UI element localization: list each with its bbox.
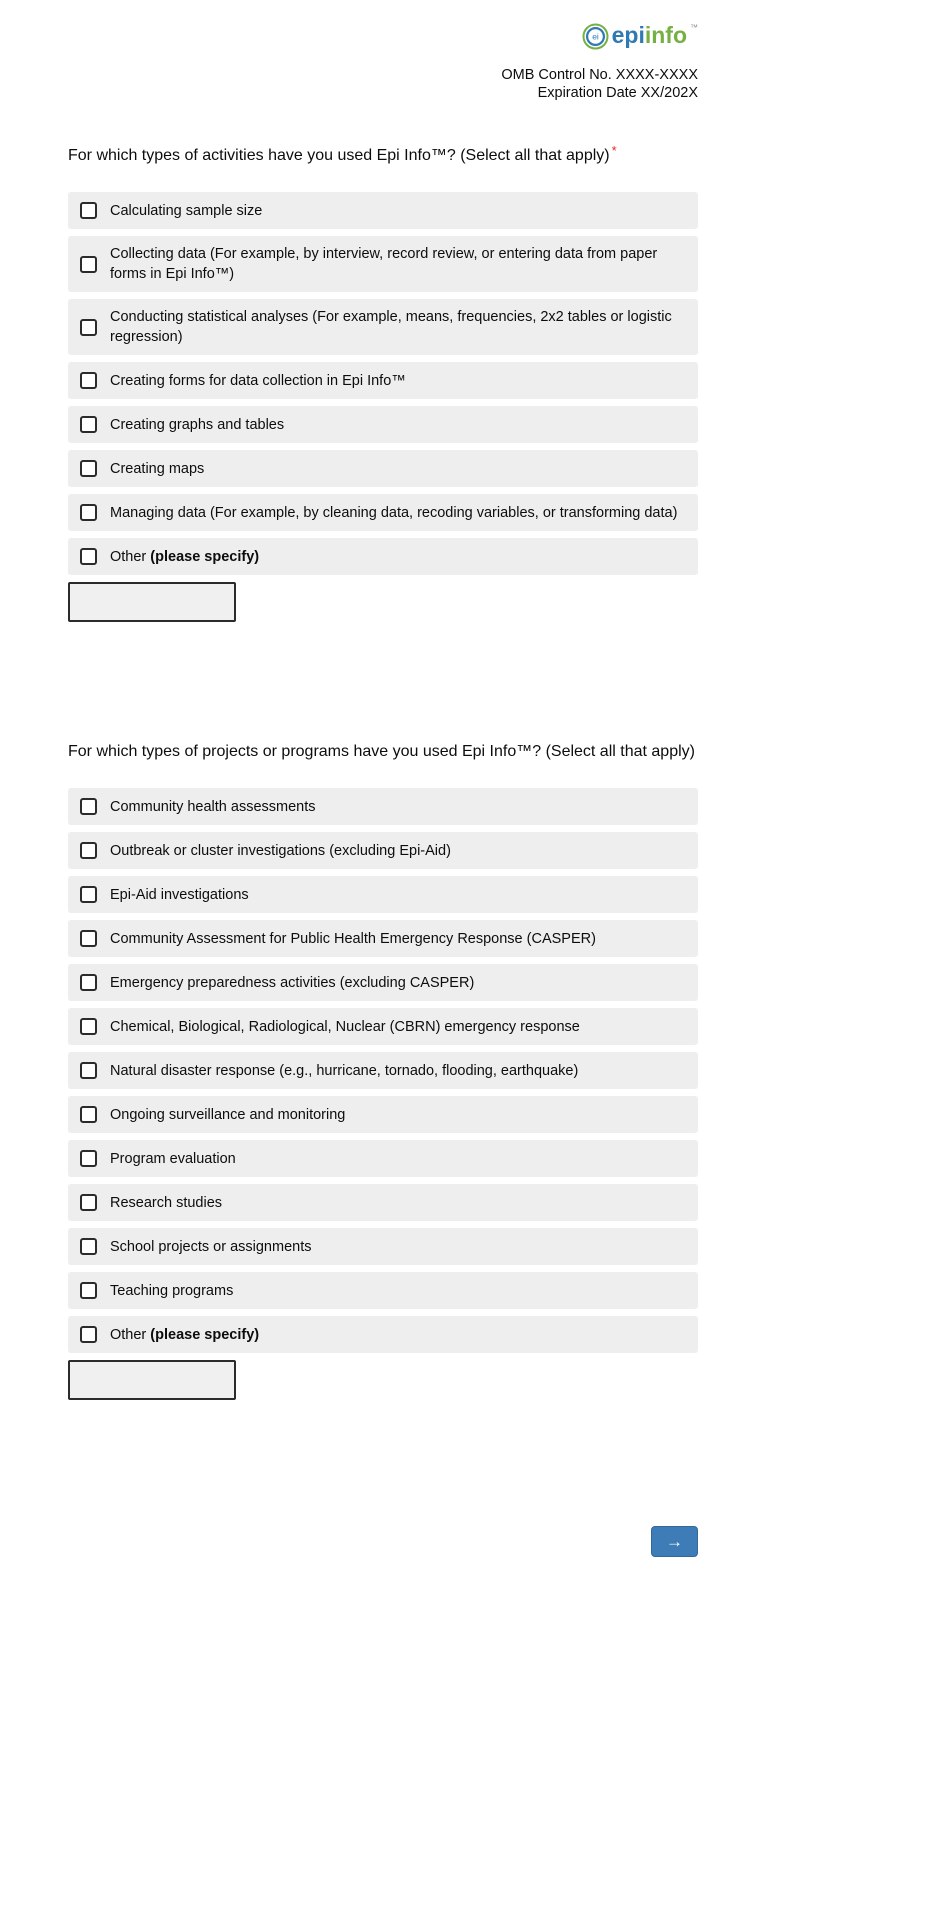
checkbox-option-row[interactable] xyxy=(68,362,698,399)
logo-trademark: ™ xyxy=(690,23,698,32)
option-label: Conducting statistical analyses (For example, means, frequencies, 2x2 tables or logistic regression) xyxy=(110,309,672,345)
question-activities xyxy=(68,140,698,622)
checkbox-icon[interactable] xyxy=(80,1062,97,1079)
checkbox-option-row[interactable] xyxy=(68,1008,698,1045)
expiration-date: Expiration Date XX/202X xyxy=(537,84,698,101)
checkbox-option-row[interactable] xyxy=(68,964,698,1001)
option-label: Teaching programs xyxy=(110,1282,234,1299)
logo-text-epi: epi xyxy=(611,22,645,48)
required-asterisk: * xyxy=(611,143,617,158)
svg-text:ei: ei xyxy=(591,31,599,42)
checkbox-icon[interactable] xyxy=(80,930,97,947)
survey-page xyxy=(68,0,698,1887)
option-label: Ongoing surveillance and monitoring xyxy=(110,1106,346,1123)
option-label: Natural disaster response (e.g., hurricane, tornado, flooding, earthquake) xyxy=(110,1062,579,1079)
checkbox-option-row[interactable] xyxy=(68,1140,698,1177)
epi-info-logo xyxy=(582,22,698,55)
checkbox-icon[interactable] xyxy=(80,504,97,521)
omb-control-number: OMB Control No. XXXX-XXXX xyxy=(501,67,698,83)
checkbox-option-row[interactable] xyxy=(68,832,698,869)
option-label: Calculating sample size xyxy=(110,202,263,219)
checkbox-option-row[interactable] xyxy=(68,450,698,487)
option-label: Program evaluation xyxy=(110,1150,236,1167)
checkbox-icon[interactable] xyxy=(80,1150,97,1167)
checkbox-option-row[interactable] xyxy=(68,299,698,355)
option-label: Other (please specify) xyxy=(110,548,260,565)
next-button[interactable] xyxy=(651,1526,698,1557)
option-label: Community Assessment for Public Health Emergency Response (CASPER) xyxy=(110,930,596,947)
question-title xyxy=(68,140,698,170)
option-label: Creating forms for data collection in Epi Info™ xyxy=(110,372,406,389)
checkbox-icon[interactable] xyxy=(80,372,97,389)
checkbox-option-row[interactable] xyxy=(68,494,698,531)
checkbox-option-row[interactable] xyxy=(68,1272,698,1309)
checkbox-option-row[interactable] xyxy=(68,876,698,913)
option-label: Outbreak or cluster investigations (excluding Epi-Aid) xyxy=(110,842,451,859)
logo-text xyxy=(612,22,687,49)
right-arrow-icon: → xyxy=(666,1532,683,1551)
option-label: Managing data (For example, by cleaning data, recoding variables, or transforming data) xyxy=(110,504,678,521)
checkbox-option-row[interactable] xyxy=(68,406,698,443)
checkbox-icon[interactable] xyxy=(80,886,97,903)
checkbox-icon[interactable] xyxy=(80,256,97,273)
option-label: Emergency preparedness activities (excluding CASPER) xyxy=(110,974,475,991)
checkbox-icon[interactable] xyxy=(80,1194,97,1211)
checkbox-icon[interactable] xyxy=(80,798,97,815)
checkbox-icon[interactable] xyxy=(80,319,97,336)
epi-info-logo-icon xyxy=(582,23,609,55)
checkbox-icon[interactable] xyxy=(80,842,97,859)
checkbox-option-row[interactable] xyxy=(68,1096,698,1133)
question-title xyxy=(68,736,698,766)
question-title-text: For which types of activities have you used Epi Info™? (Select all that apply) xyxy=(68,147,610,164)
option-label: Epi-Aid investigations xyxy=(110,886,249,903)
checkbox-option-row[interactable] xyxy=(68,1316,698,1353)
option-label: Chemical, Biological, Radiological, Nuclear (CBRN) emergency response xyxy=(110,1018,580,1035)
checkbox-option-row[interactable] xyxy=(68,1184,698,1221)
other-specify-input[interactable] xyxy=(68,582,236,622)
checkbox-icon[interactable] xyxy=(80,974,97,991)
option-label: Creating graphs and tables xyxy=(110,416,285,433)
question-title-text: For which types of projects or programs have you used Epi Info™? (Select all that apply) xyxy=(68,743,695,760)
question-projects xyxy=(68,736,698,1400)
checkbox-option-row[interactable] xyxy=(68,920,698,957)
options-list xyxy=(68,192,698,575)
checkbox-icon[interactable] xyxy=(80,1238,97,1255)
other-specify-input[interactable] xyxy=(68,1360,236,1400)
checkbox-icon[interactable] xyxy=(80,460,97,477)
checkbox-option-row[interactable] xyxy=(68,1052,698,1089)
option-label: Community health assessments xyxy=(110,798,316,815)
checkbox-option-row[interactable] xyxy=(68,236,698,292)
option-label: Research studies xyxy=(110,1194,223,1211)
option-label: Other (please specify) xyxy=(110,1326,260,1343)
options-list xyxy=(68,788,698,1353)
footer-navigation xyxy=(68,1526,698,1557)
option-label: School projects or assignments xyxy=(110,1238,312,1255)
checkbox-icon[interactable] xyxy=(80,1106,97,1123)
checkbox-icon[interactable] xyxy=(80,1282,97,1299)
checkbox-option-row[interactable] xyxy=(68,192,698,229)
checkbox-option-row[interactable] xyxy=(68,538,698,575)
checkbox-option-row[interactable] xyxy=(68,1228,698,1265)
checkbox-icon[interactable] xyxy=(80,548,97,565)
checkbox-option-row[interactable] xyxy=(68,788,698,825)
checkbox-icon[interactable] xyxy=(80,416,97,433)
checkbox-icon[interactable] xyxy=(80,202,97,219)
checkbox-icon[interactable] xyxy=(80,1018,97,1035)
header xyxy=(68,22,698,102)
option-label: Collecting data (For example, by interview, record review, or entering data from paper forms in Epi Info™) xyxy=(110,246,658,282)
option-label: Creating maps xyxy=(110,460,205,477)
checkbox-icon[interactable] xyxy=(80,1326,97,1343)
logo-text-info: info xyxy=(644,22,687,48)
